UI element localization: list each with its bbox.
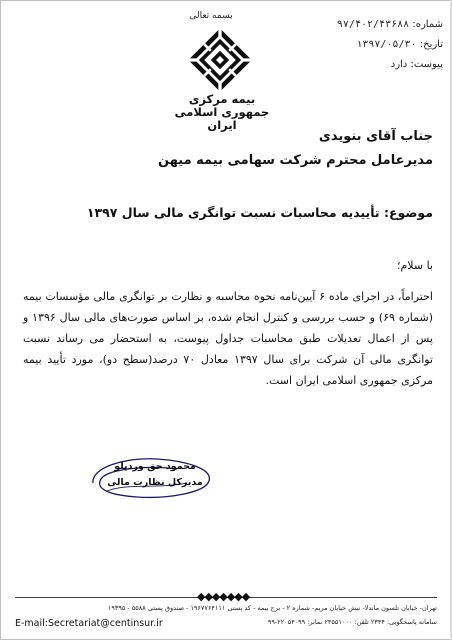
organization-name-line1: بیمه مرکزی bbox=[188, 92, 256, 106]
letter-date-row bbox=[293, 35, 443, 55]
letter-number-row bbox=[293, 15, 443, 35]
letter-meta bbox=[293, 15, 443, 75]
letter-attachment-value: دارد bbox=[390, 59, 408, 70]
letter-greeting: با سلام؛ bbox=[397, 259, 433, 272]
organization-name-line2: جمهوری اسلامی ایران bbox=[174, 105, 270, 132]
letter-date-value: ۱۳۹۷/۰۵/۳۰ bbox=[356, 39, 417, 50]
letter-attachment-row bbox=[293, 55, 443, 75]
letter-subject: موضوع: تأییدیه محاسبات نسبت توانگری مالی سال ۱۳۹۷ bbox=[86, 205, 433, 220]
recipient-name: جناب آقای بنویدی bbox=[318, 129, 433, 144]
footer-diamond-ornament: ◆◆◆◆◆◆◆ bbox=[197, 590, 250, 603]
recipient-title: مدیرعامل محترم شرکت سهامی بیمه میهن bbox=[158, 153, 433, 168]
footer-address: تهران- خیابان تلسون ماندلا- نبش خیابان مریم- شماره ۲ - برج بیمه - کد پستی ۱۹۶۷۷۶۴۱۱۱ - صندوق پستی ۵۵۸۸ - ۱۹۳۹۵ bbox=[107, 604, 437, 612]
footer-email[interactable]: E-mail:Secretariat@centinsur.ir bbox=[15, 618, 163, 629]
signatory-name: محمود حق وردیلو bbox=[114, 461, 196, 472]
signatory-title: مدیرکل نظارت مالی bbox=[107, 477, 203, 488]
signature-block bbox=[105, 459, 205, 491]
letter-number-label: شماره: bbox=[412, 19, 443, 30]
bismillah-heading: بسمه تعالی bbox=[189, 11, 233, 21]
letter-body: احتراماً، در اجرای ماده ۶ آیین‌نامه نحوه محاسبه و نظارت بر توانگری مالی مؤسسات بیمه (شماره ۶۹) و حسب بررسی و کنترل انجام شده، بر اساس صورت‌های مالی سال ۱۳۹۶ و پس از اعمال تعدیلات طبق محاسبات جداول پیوست، به استحضار می رساند نسبت توانگری مالی آن شرکت برای سال ۱۳۹۷ معادل ۷۰ درصد(سطح دو)، مورد تأیید بیمه مرکزی جمهوری اسلامی ایران است. bbox=[23, 290, 433, 387]
recipient-block bbox=[53, 125, 433, 173]
letter-attachment-label: پیوست: bbox=[410, 59, 443, 70]
footer-phones: سامانه پاسخگویی: ۲۳۴۴ تلفن: ۲۴۵۵۱۰۰۰ نمابر: ۲۲۰۵۴۰۹۹-۹۹ bbox=[267, 618, 437, 626]
letter-date-label: تاریخ: bbox=[419, 39, 443, 50]
central-insurance-logo-icon bbox=[187, 27, 253, 93]
letter-number-value: ۹۷/۴۰۲/۴۳۶۸۸ bbox=[336, 19, 410, 30]
